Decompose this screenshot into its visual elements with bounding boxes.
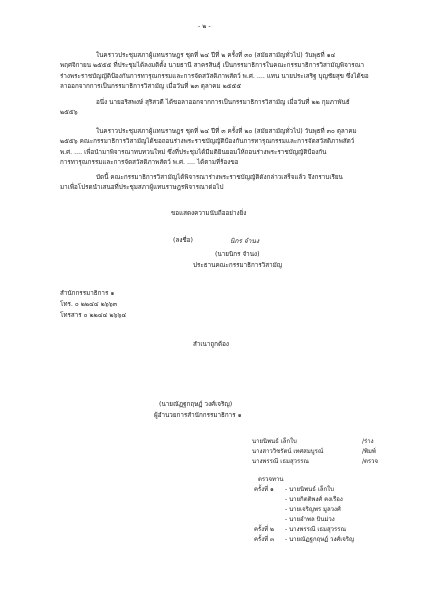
paragraph-line: ๒๕๕๖ (60, 109, 78, 117)
staff-drafter (252, 436, 297, 446)
signature-mark: นิกร จำนง (230, 237, 260, 245)
paragraph-line: ลาออกจากการเป็นกรรมาธิการวิสามัญ เมื่อวันที่ ๒๓ ตุลาคม ๒๕๕๕ (60, 83, 242, 91)
review-round: ครั้งที่ ๑ (254, 486, 274, 493)
paragraph-3 (60, 127, 384, 169)
staff-name: นายนิพนธ์ เล็กใบ (252, 438, 297, 445)
staff-checker-role: /ตรวจ (362, 458, 379, 465)
office-name: สำนักกรรมาธิการ ๑ (60, 290, 115, 297)
page-number: - ๒ - (198, 23, 211, 30)
staff-checker (252, 456, 309, 466)
paragraph-line: การทารุณกรรมและการจัดสวัสดิภาพสัตว์ พ.ศ. .... ได้ตามที่ร้องขอ (60, 159, 239, 167)
review-round: ครั้งที่ ๒ (254, 526, 274, 533)
paragraph-1 (60, 51, 384, 93)
printed-name: (นายนิกร จำนง) (215, 251, 260, 258)
paragraph-line: บัดนี้ คณะกรรมาธิการวิสามัญได้พิจารณาร่างพระราชบัญญัติดังกล่าวเสร็จแล้ว จึงกราบเรียน (96, 174, 343, 181)
paragraph-2 (60, 98, 384, 119)
signed-label: (ลงชื่อ) (173, 237, 193, 244)
review-round: ครั้งที่ ๓ (254, 536, 275, 543)
paragraph-line: ร่างพระราชบัญญัติป้องกันการทารุณกรรมและการจัดสวัสดิภาพสัตว์ พ.ศ. .... แทน นายประเสริฐ บุญชัยสุข ซึ่งได้ขอ (60, 72, 369, 80)
staff-typist-role: /พิมพ์ (362, 448, 376, 455)
paragraph-line: มาเพื่อโปรดนำเสนอที่ประชุมสภาผู้แทนราษฎรพิจารณาต่อไป (60, 184, 224, 192)
staff-drafter-role: /ร่าง (362, 438, 374, 445)
office-phone: โทร. ๐ ๒๒๔๔ ๒๖๖๓ (60, 301, 118, 308)
paragraph-line: ในคราวประชุมสภาผู้แทนราษฎร ชุดที่ ๒๔ ปีที่ ๒ ครั้งที่ ๓๐ (สมัยสามัญทั่วไป) วันพุธที่ ๑๔ (96, 52, 336, 59)
paragraph-line: พ.ศ. .... เพื่อนำมาพิจารณาทบทวนใหม่ ซึ่งที่ประชุมได้มีมติยินยอมให้ถอนร่างพระราชบัญญัติป้องกัน (60, 148, 327, 156)
paragraph-4 (60, 173, 384, 194)
staff-name: นางพรรณี เธมสุวรรณ (252, 458, 309, 465)
staff-name: นางสาววิชรัตน์ เทศสมบูรณ์ (252, 448, 324, 455)
review-reviewer: - นายนิพนธ์ เล็กใบ (285, 486, 334, 493)
paragraph-line: พฤศจิกายน ๒๕๕๕ ที่ประชุมได้ลงมติตั้ง นายธานี สาครสินธุ์ เป็นกรรมาธิการในคณะกรรมาธิการวิสามัญพิจารณา (60, 62, 365, 70)
closing-text: ขอแสดงความนับถืออย่างยิ่ง (171, 210, 247, 217)
certifier-position: ผู้อำนวยการสำนักกรรมาธิการ ๑ (154, 412, 242, 419)
office-fax: โทรสาร ๐ ๒๒๔๔ ๒๖๖๔ (60, 312, 127, 319)
review-reviewer: - นายกิตติพงศ์ คงเรือง (285, 496, 343, 503)
review-reviewer: - นายณัฏฐกฤษฏ์ วงศ์เจริญ (285, 536, 355, 543)
review-heading: ตรวจทาน (258, 476, 284, 483)
signer-position: ประธานคณะกรรมาธิการวิสามัญ (193, 262, 283, 269)
review-reviewer: - นายอำพล บินม่วง (285, 516, 335, 523)
certifier-name: (นายณัฏฐกฤษฏ์ วงศ์เจริญ) (159, 401, 233, 408)
certified-copy-label: สำเนาถูกต้อง (193, 341, 229, 348)
paragraph-line: อนึ่ง นายอริสพงษ์ สุริสวดี ได้ขอลาออกจากการเป็นกรรมาธิการวิสามัญ เมื่อวันที่ ๒๒ กุมภาพันธ์ (96, 99, 350, 106)
review-reviewer: - นางพรรณี เธมสุวรรณ (285, 526, 347, 533)
paragraph-line: ในคราวประชุมสภาผู้แทนราษฎร ชุดที่ ๒๔ ปีที่ ๓ ครั้งที่ ๒๐ (สมัยสามัญทั่วไป) วันพุธที่ ๓๐ ตุลาคม (96, 128, 357, 135)
paragraph-line: ๒๕๕๖ คณะกรรมาธิการวิสามัญได้ขอถอนร่างพระราชบัญญัติป้องกันการทารุณกรรมและการจัดสวัสดิภาพสัตว์ (60, 138, 355, 146)
review-reviewer: - นายเจริญพร มูลวงศ์ (285, 506, 341, 513)
staff-typist (252, 446, 323, 456)
